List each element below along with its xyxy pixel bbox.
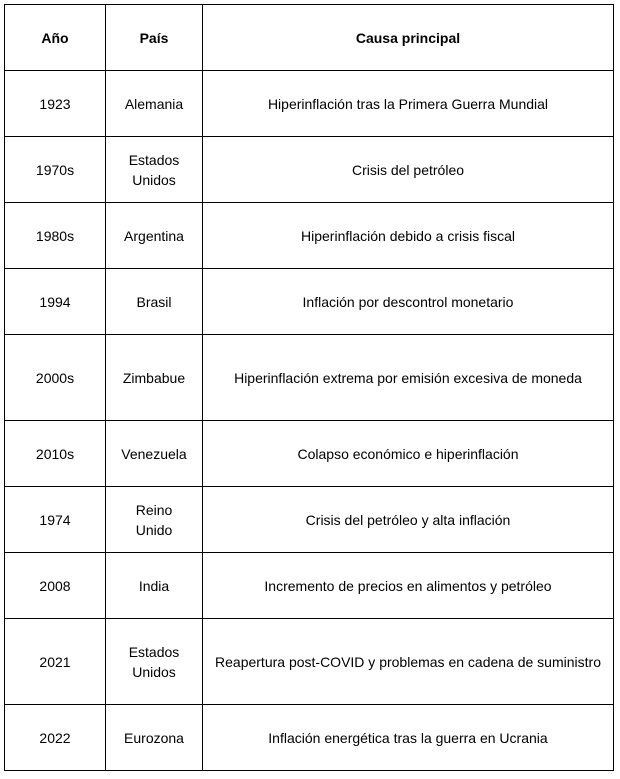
cell-year: 2008	[5, 553, 106, 619]
cell-year: 2000s	[5, 335, 106, 421]
cell-cause: Hiperinflación tras la Primera Guerra Mundial	[203, 71, 614, 137]
cell-cause: Hiperinflación extrema por emisión excesiva de moneda	[203, 335, 614, 421]
cell-year: 1974	[5, 487, 106, 553]
cell-cause: Colapso económico e hiperinflación	[203, 421, 614, 487]
cell-country: Zimbabue	[106, 335, 203, 421]
cell-country: Brasil	[106, 269, 203, 335]
cell-cause: Inflación energética tras la guerra en Ucrania	[203, 705, 614, 771]
cell-country: India	[106, 553, 203, 619]
table-row	[5, 137, 614, 203]
cell-cause: Crisis del petróleo y alta inflación	[203, 487, 614, 553]
table-row	[5, 203, 614, 269]
table-row	[5, 71, 614, 137]
table-row	[5, 487, 614, 553]
cell-year: 1980s	[5, 203, 106, 269]
cell-cause: Inflación por descontrol monetario	[203, 269, 614, 335]
cell-year: 2022	[5, 705, 106, 771]
cell-cause: Crisis del petróleo	[203, 137, 614, 203]
cell-country: Eurozona	[106, 705, 203, 771]
header-cause: Causa principal	[203, 5, 614, 71]
table-row	[5, 269, 614, 335]
header-country: País	[106, 5, 203, 71]
header-year: Año	[5, 5, 106, 71]
cell-year: 1994	[5, 269, 106, 335]
cell-country: Alemania	[106, 71, 203, 137]
table-row	[5, 705, 614, 771]
cell-country: Reino Unido	[106, 487, 203, 553]
header-row	[5, 5, 614, 71]
table-row	[5, 421, 614, 487]
cell-country: Estados Unidos	[106, 619, 203, 705]
cell-country: Estados Unidos	[106, 137, 203, 203]
table-row	[5, 619, 614, 705]
table-row	[5, 335, 614, 421]
inflation-history-table	[4, 4, 614, 771]
cell-year: 1970s	[5, 137, 106, 203]
table-row	[5, 553, 614, 619]
cell-cause: Hiperinflación debido a crisis fiscal	[203, 203, 614, 269]
cell-year: 1923	[5, 71, 106, 137]
cell-cause: Reapertura post-COVID y problemas en cadena de suministro	[203, 619, 614, 705]
cell-country: Venezuela	[106, 421, 203, 487]
cell-year: 2021	[5, 619, 106, 705]
cell-country: Argentina	[106, 203, 203, 269]
cell-year: 2010s	[5, 421, 106, 487]
cell-cause: Incremento de precios en alimentos y petróleo	[203, 553, 614, 619]
